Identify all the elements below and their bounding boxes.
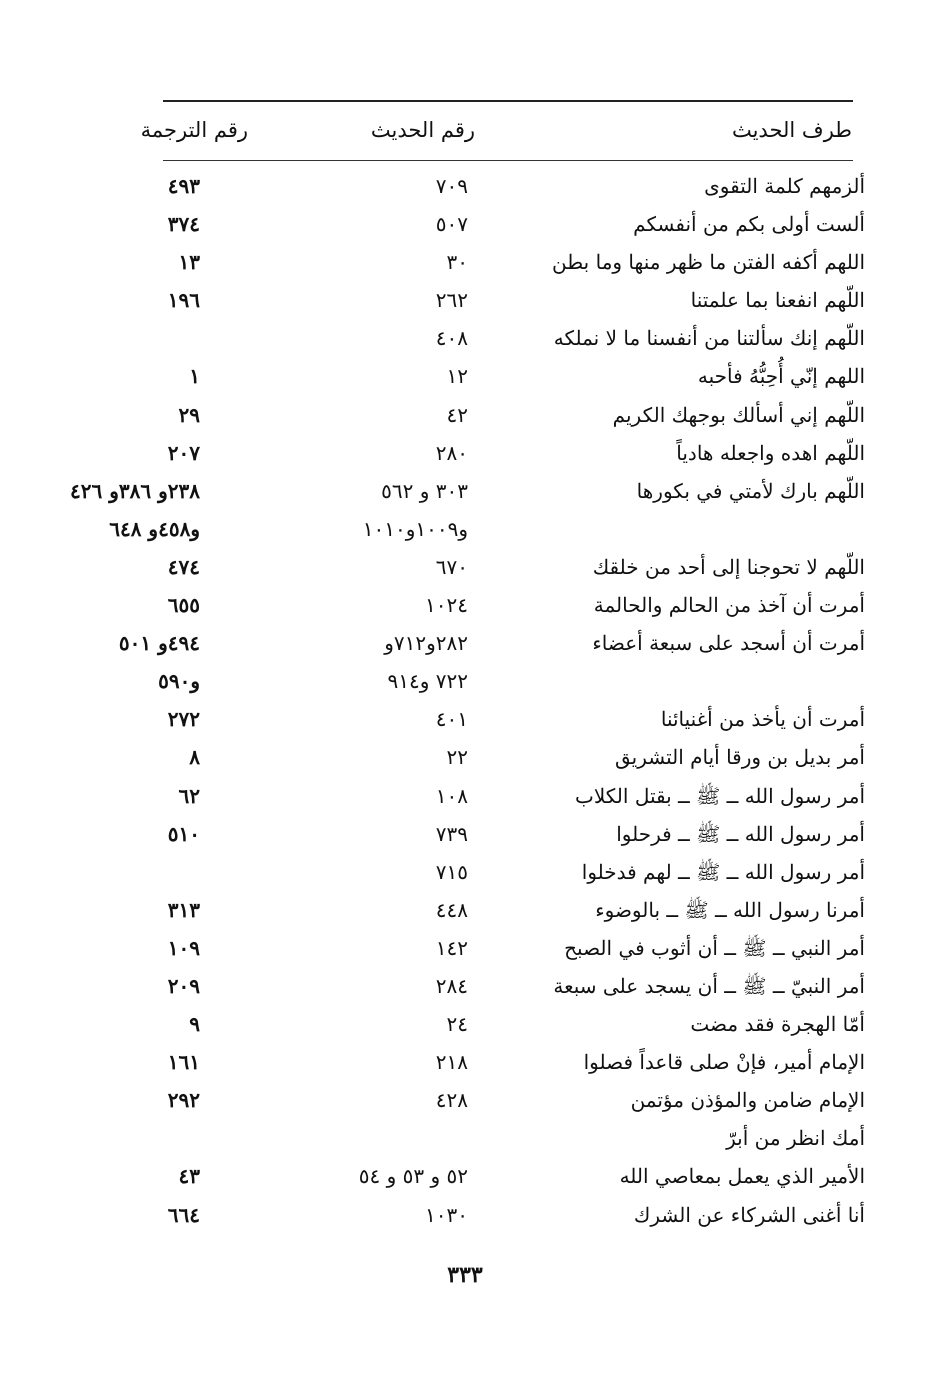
bio-number: ٢٠٧ [167,440,200,465]
hadith-number: ٤٢ [446,402,468,427]
hadith-text: اللّهم انفعنا بما علمتنا [690,288,865,313]
table-row [0,892,930,930]
bio-number: ١٣ [178,250,200,275]
table-header [0,118,930,154]
table-row [0,625,930,663]
bio-number: ٨ [189,745,200,770]
hadith-number: ٣٠٣ و ٥٦٢ [381,478,468,503]
table-row [0,816,930,854]
hadith-number: ١٠٣٠ [425,1202,468,1227]
hadith-text: اللّهم اهده واجعله هادياً [676,440,865,465]
hadith-text: الإمام أمير، فإنْ صلى قاعداً فصلوا [583,1050,865,1075]
hadith-number: ٧١٥ [435,859,468,884]
table-row [0,778,930,816]
table-row [0,282,930,320]
hadith-text: أمك انظر من أبرّ [726,1126,865,1151]
bio-number: ٦٢ [178,783,200,808]
bio-number: و٤٥٨و ٦٤٨ [109,516,200,541]
bio-number: ٣١٣ [167,897,200,922]
hadith-text: اللّهم بارك لأمتي في بكورها [636,478,865,503]
bio-number: ١ [189,364,200,389]
bio-number: ٢٧٢ [167,707,200,732]
header-rule [163,160,853,161]
hadith-number: ٤٤٨ [435,897,468,922]
hadith-text: أمر رسول الله ــ ﷺ ــ لهم فدخلوا [581,859,865,884]
header-hadith-number: رقم الحديث [370,118,475,142]
hadith-number: ٧٢٢ و٩١٤ [387,669,468,694]
hadith-number: ٢٤ [446,1012,468,1037]
table-row [0,435,930,473]
table-row [0,168,930,206]
hadith-number: ٤٠٨ [435,326,468,351]
hadith-text: أمر رسول الله ــ ﷺ ــ بقتل الكلاب [575,783,865,808]
bio-number: ١٩٦ [167,288,200,313]
hadith-number: ٢١٨ [435,1050,468,1075]
hadith-number: ٧٠٩ [435,174,468,198]
bio-number: ٤٩٣ [167,174,200,198]
hadith-text: الأمير الذي يعمل بمعاصي الله [619,1164,865,1189]
bio-number: ٩ [189,1012,200,1037]
bio-number: ٥١٠ [167,821,200,846]
hadith-text: أمر بديل بن ورقا أيام التشريق [614,745,865,770]
bio-number: ٦٥٥ [167,593,200,618]
hadith-number: ٢٢ [446,745,468,770]
top-rule [163,100,853,102]
hadith-number: ٤٠١ [435,707,468,732]
hadith-text: أمرت أن يأخذ من أغنيائنا [660,707,865,732]
table-row [0,320,930,358]
hadith-number: ٢٨٢و٧١٢و [384,631,468,656]
header-bio-number: رقم الترجمة [140,118,248,142]
hadith-text: أمرت أن آخذ من الحالم والحالمة [593,593,865,618]
hadith-text: اللهم إنّي أُحِبُّهُ فأحبه [697,364,865,389]
hadith-text: أنا أغنى الشركاء عن الشرك [633,1202,865,1227]
hadith-text: ألست أولى بكم من أنفسكم [633,212,865,237]
table-row [0,587,930,625]
page-number: ٣٣٣ [447,1262,483,1288]
hadith-number: ٦٧٠ [435,554,468,579]
table-row [0,930,930,968]
bio-number: ٤٧٤ [167,554,200,579]
hadith-text: ألزمهم كلمة التقوى [704,174,865,198]
bio-number: ٤٣ [178,1164,200,1189]
table-row [0,1006,930,1044]
bio-number: ٢٣٨و ٣٨٦و ٤٢٦ [70,478,200,503]
table-row [0,244,930,282]
table-row [0,1197,930,1235]
hadith-text: أمر رسول الله ــ ﷺ ــ فرحلوا [616,821,865,846]
bio-number: ١٦١ [167,1050,200,1075]
table-row [0,739,930,777]
table-row [0,397,930,435]
header-hadith-text: طرف الحديث [731,118,852,142]
hadith-number: ٢٨٠ [435,440,468,465]
hadith-number: ٢٦٢ [435,288,468,313]
bio-number: ٣٧٤ [167,212,200,237]
hadith-text: اللّهم إنك سألتنا من أنفسنا ما لا نملكه [553,326,865,351]
table-row [0,549,930,587]
bio-number: ٢٠٩ [167,973,200,998]
bio-number: ٦٦٤ [167,1202,200,1227]
table-row [0,1082,930,1120]
hadith-text: أمرت أن أسجد على سبعة أعضاء [592,631,865,656]
hadith-number: ٥٠٧ [435,212,468,237]
hadith-text: اللهم أكفه الفتن ما ظهر منها وما بطن [552,250,865,275]
table-row [0,854,930,892]
hadith-number: ٣٠ [446,250,468,275]
table-row [0,473,930,511]
hadith-text: اللّهم لا تحوجنا إلى أحد من خلقك [592,554,865,579]
table-row [0,1158,930,1196]
table-row [0,968,930,1006]
table-row [0,1120,930,1158]
hadith-text: أمرنا رسول الله ــ ﷺ ــ بالوضوء [595,897,865,922]
hadith-number: ١٠٨ [435,783,468,808]
hadith-number: ٥٢ و ٥٣ و ٥٤ [358,1164,468,1189]
table-row [0,663,930,701]
bio-number: ٤٩٤و ٥٠١ [118,631,200,656]
bio-number: ١٠٩ [167,935,200,960]
hadith-number: ١٢ [446,364,468,389]
table-row [0,206,930,244]
table-row [0,701,930,739]
hadith-text: اللّهم إني أسألك بوجهك الكريم [612,402,865,427]
table-row [0,1044,930,1082]
hadith-number: ٢٨٤ [435,973,468,998]
table-row [0,358,930,396]
table-row [0,511,930,549]
hadith-number: ١٠٢٤ [425,593,468,618]
hadith-number: ٧٣٩ [435,821,468,846]
hadith-text: الإمام ضامن والمؤذن مؤتمن [630,1088,865,1113]
hadith-text: أمر النبيّ ــ ﷺ ــ أن يسجد على سبعة [553,973,865,998]
hadith-text: أمر النبي ــ ﷺ ــ أن أثوب في الصبح [564,935,865,960]
hadith-text: أمّا الهجرة فقد مضت [690,1012,865,1037]
bio-number: و٥٩٠ [158,669,200,694]
hadith-number: ١٤٢ [435,935,468,960]
hadith-index-table [0,168,930,1235]
bio-number: ٢٩ [178,402,200,427]
hadith-number: و١٠٠٩و١٠١٠ [362,516,468,541]
bio-number: ٢٩٢ [167,1088,200,1113]
hadith-number: ٤٢٨ [435,1088,468,1113]
